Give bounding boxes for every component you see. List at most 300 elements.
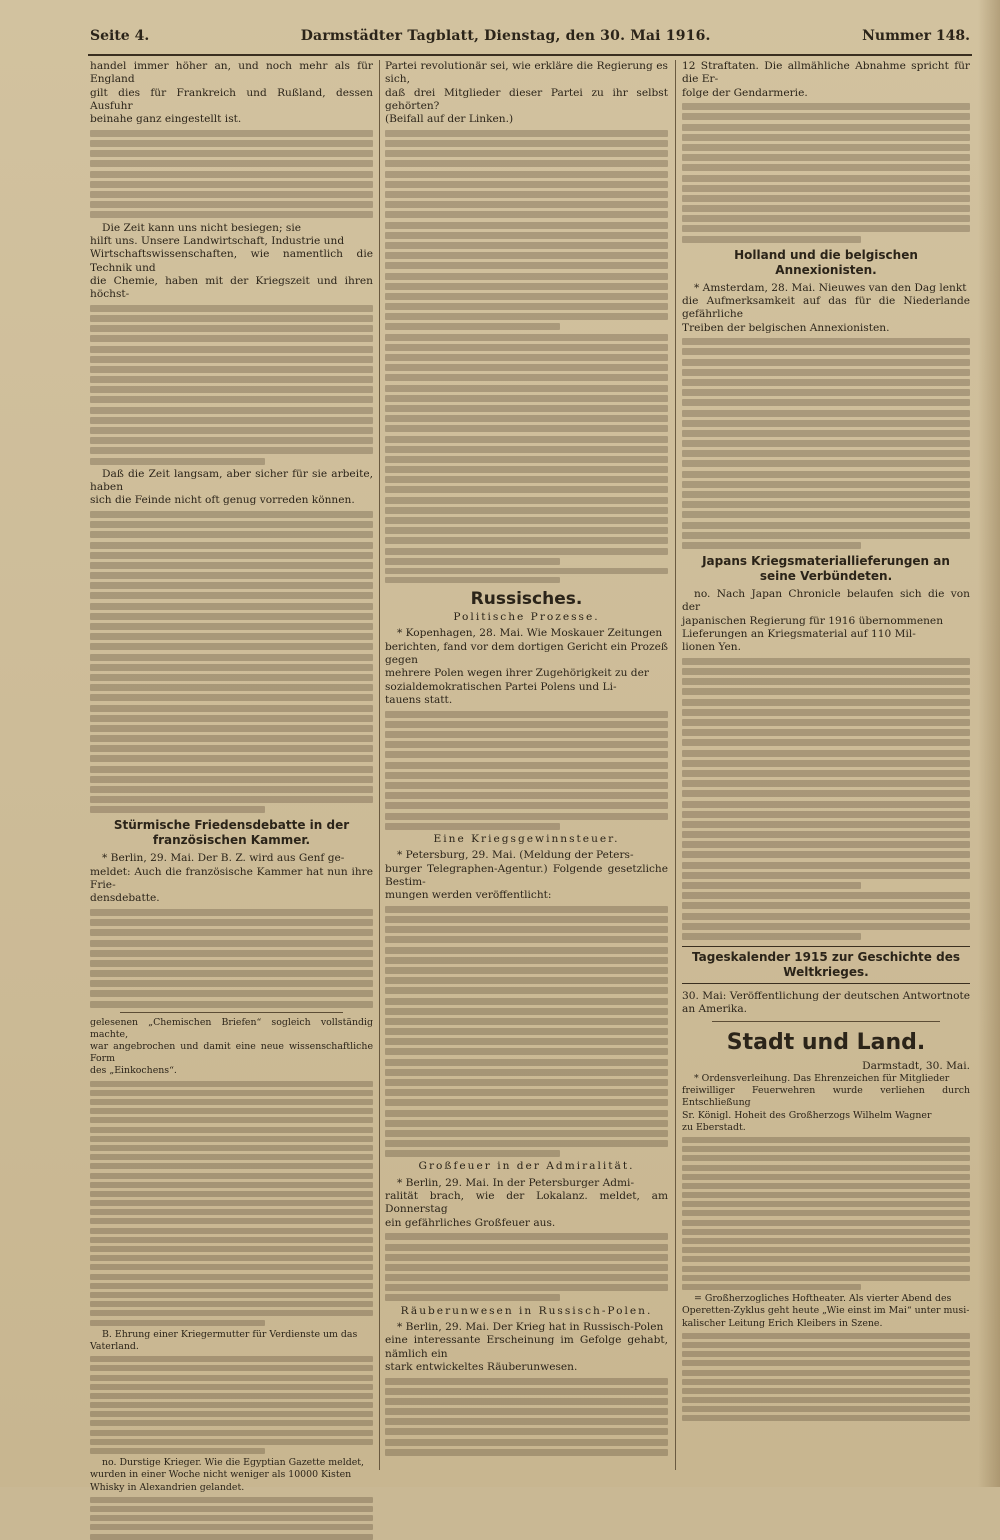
text-line: gelesenen „Chemischen Briefen“ sogleich vollständig machte,: [90, 1016, 373, 1040]
text-line: gilt dies für Frankreich und Rußland, dessen Ausfuhr: [90, 86, 373, 113]
text-line-placeholder: [90, 140, 373, 147]
text-line-placeholder: [90, 1320, 265, 1326]
text-line-placeholder: [90, 909, 373, 916]
text-line-placeholder: [90, 366, 373, 373]
text-line-placeholder: [90, 960, 373, 967]
text-line-placeholder: [385, 476, 668, 483]
text-line-placeholder: [385, 1048, 668, 1055]
text-line-placeholder: [90, 160, 373, 167]
text-line: sozialdemokratischen Partei Polens und Li-: [385, 680, 617, 693]
text-line-placeholder: [682, 1415, 970, 1421]
text-line-placeholder: [385, 273, 668, 280]
unreadable-text-block: [90, 909, 373, 1008]
text-line-placeholder: [90, 562, 373, 569]
text-line-placeholder: [90, 1136, 373, 1142]
text-line-placeholder: [90, 1081, 373, 1087]
text-line-placeholder: [90, 1127, 373, 1133]
text-line-placeholder: [90, 990, 373, 997]
text-line-placeholder: [682, 491, 970, 498]
text-line-placeholder: [385, 906, 668, 913]
unreadable-text-block: [90, 1497, 373, 1540]
text-line-placeholder: [385, 436, 668, 443]
text-line-placeholder: [682, 113, 970, 120]
text-line-placeholder: [682, 522, 970, 529]
text-line-placeholder: [90, 417, 373, 424]
text-line-placeholder: [90, 1182, 373, 1188]
text-line-placeholder: [90, 705, 373, 712]
text-line-placeholder: [90, 376, 373, 383]
text-line-placeholder: [682, 124, 970, 131]
text-line-placeholder: [682, 195, 970, 202]
text-line-placeholder: [682, 1183, 970, 1189]
text-line-placeholder: [682, 389, 970, 396]
text-line-placeholder: [385, 1254, 668, 1261]
text-line-placeholder: [682, 1137, 970, 1143]
text-line: des „Einkochens“.: [90, 1065, 177, 1077]
text-line-placeholder: [385, 711, 668, 718]
text-line-placeholder: [90, 929, 373, 936]
text-line-placeholder: [90, 694, 373, 701]
text-line: no. Nach Japan Chronicle belaufen sich die von der: [682, 587, 970, 614]
text-line-placeholder: [90, 1173, 373, 1179]
text-line-placeholder: [682, 770, 970, 777]
page-edge-shadow: [978, 0, 1000, 1487]
column-1: [90, 60, 373, 1493]
text-line-placeholder: [385, 1418, 668, 1425]
text-line: burger Telegraphen-Agentur.) Folgende gesetzliche Bestim-: [385, 862, 668, 888]
text-line: kalischer Leitung Erich Kleibers in Szene.: [682, 1317, 883, 1329]
text-line-placeholder: [682, 1275, 970, 1281]
text-line-placeholder: [90, 980, 373, 987]
text-line-placeholder: [385, 252, 668, 259]
text-line: folge der Gendarmerie.: [682, 86, 808, 99]
text-line-placeholder: [90, 674, 373, 681]
page-header: [90, 28, 970, 54]
text-line-placeholder: [682, 1333, 970, 1339]
text-line-placeholder: [385, 323, 560, 330]
text-line-placeholder: [682, 862, 970, 869]
text-line: stark entwickeltes Räuberunwesen.: [385, 1361, 578, 1373]
text-line-placeholder: [385, 1264, 668, 1271]
text-line: Lieferungen an Kriegsmaterial auf 110 Mil-: [682, 628, 916, 640]
text-line-placeholder: [385, 987, 668, 994]
text-line-placeholder: [385, 1378, 668, 1385]
text-line-placeholder: [90, 623, 373, 630]
text-line-placeholder: [90, 684, 373, 691]
text-line-placeholder: [90, 1099, 373, 1105]
text-line-placeholder: [385, 486, 668, 493]
text-line-placeholder: [682, 420, 970, 427]
text-line: sich die Feinde nicht oft genug vorreden können.: [90, 494, 355, 507]
text-line-placeholder: [90, 1448, 265, 1454]
text-line-placeholder: [682, 729, 970, 736]
text-line-placeholder: [90, 1534, 373, 1540]
text-line-placeholder: [90, 1255, 373, 1261]
text-line-placeholder: [90, 1154, 373, 1160]
text-line-placeholder: [385, 1120, 668, 1127]
text-line: no. Durstige Krieger. Wie die Egyptian Gazette meldet,: [102, 1457, 365, 1469]
text-line-placeholder: [90, 715, 373, 722]
text-line-placeholder: [90, 1117, 373, 1123]
heading-japan: Japans Kriegsmateriallieferungen an seine Verbündeten.: [702, 553, 950, 583]
text-line-placeholder: [385, 731, 668, 738]
unreadable-text-block: [682, 1333, 970, 1422]
text-line-placeholder: [385, 140, 668, 147]
text-line-placeholder: [90, 356, 373, 363]
text-line-placeholder: [385, 1008, 668, 1015]
text-line-placeholder: [385, 425, 668, 432]
text-line-placeholder: [385, 1140, 668, 1147]
text-line-placeholder: [682, 872, 970, 879]
subheading-grossfeuer: Großfeuer in der Admiralität.: [418, 1160, 635, 1173]
text-line: densdebatte.: [90, 892, 160, 905]
text-line-placeholder: [385, 171, 668, 178]
text-line-placeholder: [385, 1028, 668, 1035]
text-line-placeholder: [90, 1237, 373, 1243]
text-line-placeholder: [682, 1284, 861, 1290]
text-line: handel immer höher an, und noch mehr als für England: [90, 60, 373, 86]
text-line-placeholder: [90, 1384, 373, 1390]
text-line-placeholder: [682, 410, 970, 417]
text-line-placeholder: [90, 181, 373, 188]
text-line-placeholder: [90, 1108, 373, 1114]
text-line-placeholder: [90, 407, 373, 414]
text-line-placeholder: [682, 923, 970, 930]
text-line-placeholder: [90, 592, 373, 599]
text-line-placeholder: [682, 164, 970, 171]
text-line-placeholder: [90, 664, 373, 671]
text-line-placeholder: [682, 688, 970, 695]
text-line-placeholder: [682, 892, 970, 899]
text-line-placeholder: [90, 1001, 373, 1008]
text-line-placeholder: [90, 1439, 373, 1445]
text-line-placeholder: [90, 552, 373, 559]
text-line-placeholder: [385, 1428, 668, 1435]
section-rule: [712, 1021, 940, 1022]
text-line-placeholder: [682, 902, 970, 909]
text-line-placeholder: [385, 1274, 668, 1281]
text-line-placeholder: [90, 776, 373, 783]
text-line-placeholder: [385, 751, 668, 758]
text-line: lionen Yen.: [682, 641, 741, 654]
text-line-placeholder: [385, 456, 668, 463]
text-line: die Aufmerksamkeit auf das für die Niederlande gefährliche: [682, 295, 970, 321]
text-line-placeholder: [385, 1059, 668, 1066]
text-line-placeholder: [90, 1310, 373, 1316]
text-line-placeholder: [385, 130, 668, 137]
text-line-placeholder: [90, 1246, 373, 1252]
text-line-placeholder: [682, 532, 970, 539]
unreadable-text-block: [682, 338, 970, 549]
text-line-placeholder: [385, 977, 668, 984]
text-line-placeholder: [682, 821, 970, 828]
text-line-placeholder: [385, 537, 668, 544]
text-line-placeholder: [385, 936, 668, 943]
text-line-placeholder: [385, 1089, 668, 1096]
text-line-placeholder: [385, 334, 668, 341]
text-line-placeholder: [90, 796, 373, 803]
text-line-placeholder: [90, 970, 373, 977]
text-line-placeholder: [682, 1146, 970, 1152]
text-line-placeholder: [90, 542, 373, 549]
text-line-placeholder: [385, 998, 668, 1005]
text-line-placeholder: [385, 568, 668, 574]
unreadable-text-block: [90, 305, 373, 465]
text-line-placeholder: [682, 760, 970, 767]
text-line: wurden in einer Woche nicht weniger als 10000 Kisten: [90, 1469, 352, 1481]
text-line: meldet: Auch die französische Kammer hat nun ihre Frie-: [90, 865, 373, 892]
text-line-placeholder: [90, 1393, 373, 1399]
text-line: beinahe ganz eingestellt ist.: [90, 113, 242, 126]
text-line-placeholder: [385, 1388, 668, 1395]
text-line-placeholder: [385, 577, 560, 583]
text-line-placeholder: [385, 548, 668, 555]
text-line-placeholder: [682, 348, 970, 355]
text-line-placeholder: [385, 1069, 668, 1076]
text-line-placeholder: [90, 603, 373, 610]
subheading-raeuberunwesen: Räuberunwesen in Russisch-Polen.: [400, 1304, 653, 1317]
text-line-placeholder: [385, 558, 560, 565]
text-line-placeholder: [90, 1356, 373, 1362]
text-line-placeholder: [385, 1099, 668, 1106]
text-line-placeholder: [385, 916, 668, 923]
subheading-prozesse: Politische Prozesse.: [453, 611, 600, 624]
text-line: mehrere Polen wegen ihrer Zugehörigkeit zu der: [385, 667, 649, 680]
text-line: eine interessante Erscheinung im Gefolge gehabt, nämlich ein: [385, 1334, 668, 1360]
unreadable-text-block: [90, 130, 373, 219]
text-line-placeholder: [385, 926, 668, 933]
text-line: * Amsterdam, 28. Mai. Nieuwes van den Dag lenkt: [694, 281, 967, 294]
text-line-placeholder: [385, 782, 668, 789]
text-line-placeholder: [90, 211, 373, 218]
text-line-placeholder: [682, 668, 970, 675]
text-line-placeholder: [90, 1283, 373, 1289]
text-line-placeholder: [385, 303, 668, 310]
text-line-placeholder: [385, 741, 668, 748]
text-line-placeholder: [385, 283, 668, 290]
unreadable-text-block: [385, 906, 668, 1158]
text-line-placeholder: [682, 542, 861, 549]
text-line-placeholder: [682, 913, 970, 920]
text-line-placeholder: [682, 225, 970, 232]
dateline: Darmstadt, 30. Mai.: [862, 1059, 970, 1072]
text-line-placeholder: [385, 293, 668, 300]
text-line: mungen werden veröffentlicht:: [385, 889, 552, 902]
text-line-placeholder: [385, 232, 668, 239]
text-line-placeholder: [682, 338, 970, 345]
text-line: * Berlin, 29. Mai. Der Krieg hat in Russisch-Polen: [397, 1320, 664, 1333]
text-line: Whisky in Alexandrien gelandet.: [90, 1481, 245, 1493]
text-line-placeholder: [90, 582, 373, 589]
text-line-placeholder: [682, 1238, 970, 1244]
text-line-placeholder: [90, 654, 373, 661]
text-line-placeholder: [385, 967, 668, 974]
text-line: * Ordensverleihung. Das Ehrenzeichen für Mitglieder: [694, 1072, 950, 1084]
text-line-placeholder: [90, 1209, 373, 1215]
text-line-placeholder: [682, 460, 970, 467]
text-line-placeholder: [682, 399, 970, 406]
text-line-placeholder: [90, 1375, 373, 1381]
text-line-placeholder: [90, 191, 373, 198]
text-line-placeholder: [682, 801, 970, 808]
text-line-placeholder: [90, 346, 373, 353]
text-line-placeholder: [385, 446, 668, 453]
text-line-placeholder: [385, 191, 668, 198]
heading-stadt-und-land: Stadt und Land.: [726, 1029, 926, 1055]
page-number: Seite 4.: [90, 28, 150, 44]
text-line-placeholder: [385, 802, 668, 809]
text-line-placeholder: [682, 359, 970, 366]
text-line-placeholder: [385, 160, 668, 167]
text-line: Wirtschaftswissenschaften, wie namentlich die Technik und: [90, 248, 373, 274]
text-line-placeholder: [385, 527, 668, 534]
text-line-placeholder: [682, 1220, 970, 1226]
text-line-placeholder: [385, 385, 668, 392]
text-line-placeholder: [90, 1365, 373, 1371]
text-line-placeholder: [682, 1229, 970, 1235]
text-line: berichten, fand vor dem dortigen Gericht ein Prozeß gegen: [385, 640, 668, 667]
text-line-placeholder: [385, 762, 668, 769]
text-line: Die Zeit kann uns nicht besiegen; sie: [102, 221, 302, 234]
text-line-placeholder: [385, 344, 668, 351]
text-line-placeholder: [90, 919, 373, 926]
text-line-placeholder: [682, 1360, 970, 1366]
text-line-placeholder: [682, 1201, 970, 1207]
text-line-placeholder: [682, 780, 970, 787]
text-line: daß drei Mitglieder dieser Partei zu ihr selbst gehörten?: [385, 86, 668, 113]
text-line-placeholder: [90, 531, 373, 538]
text-line-placeholder: [385, 150, 668, 157]
text-line: zu Eberstadt.: [682, 1121, 746, 1133]
text-line-placeholder: [682, 1342, 970, 1348]
text-line-placeholder: [90, 150, 373, 157]
text-line-placeholder: [682, 1192, 970, 1198]
text-line-placeholder: [682, 1210, 970, 1216]
text-line-placeholder: [682, 1174, 970, 1180]
text-line-placeholder: [682, 1351, 970, 1357]
text-line-placeholder: [682, 1370, 970, 1376]
text-line: = Großherzogliches Hoftheater. Als vierter Abend des: [694, 1293, 952, 1305]
text-line-placeholder: [90, 940, 373, 947]
text-line-placeholder: [682, 236, 861, 243]
text-line: Treiben der belgischen Annexionisten.: [682, 321, 890, 334]
column-divider: [675, 60, 676, 1470]
section-rule: [120, 1012, 343, 1013]
text-line-placeholder: [682, 1397, 970, 1403]
text-line-placeholder: [682, 1155, 970, 1161]
text-line-placeholder: [385, 1130, 668, 1137]
text-line-placeholder: [90, 786, 373, 793]
text-line-placeholder: [682, 215, 970, 222]
unreadable-text-block: [90, 1356, 373, 1454]
text-line: die Chemie, haben mit der Kriegszeit und ihren höchst-: [90, 274, 373, 301]
text-line-placeholder: [90, 458, 265, 465]
tageskalender-entry: 30. Mai: Veröffentlichung der deutschen Antwortnote an Amerika.: [682, 989, 970, 1016]
text-line-placeholder: [90, 1191, 373, 1197]
text-line: freiwilliger Feuerwehren wurde verliehen durch Entschließung: [682, 1085, 970, 1109]
text-line-placeholder: [90, 1274, 373, 1280]
text-line: hilft uns. Unsere Landwirtschaft, Industrie und: [90, 234, 345, 247]
text-line-placeholder: [682, 511, 970, 518]
text-line-placeholder: [682, 1266, 970, 1272]
text-line-placeholder: [90, 1200, 373, 1206]
text-line-placeholder: [90, 735, 373, 742]
column-divider: [379, 60, 380, 1470]
text-line-placeholder: [385, 813, 668, 820]
text-line: 12 Straftaten. Die allmähliche Abnahme spricht für die Er-: [682, 60, 970, 86]
subheading-kriegsgewinnsteuer: Eine Kriegsgewinnsteuer.: [433, 832, 620, 845]
text-line-placeholder: [90, 766, 373, 773]
text-line-placeholder: [385, 262, 668, 269]
text-line-placeholder: [90, 130, 373, 137]
text-line-placeholder: [385, 497, 668, 504]
text-line-placeholder: [682, 379, 970, 386]
text-line-placeholder: [385, 1439, 668, 1446]
text-line: ralität brach, wie der Lokalanz. meldet, am Donnerstag: [385, 1190, 668, 1216]
heading-holland: Holland und die belgischen Annexionisten.: [734, 247, 918, 277]
text-line-placeholder: [385, 792, 668, 799]
text-line-placeholder: [682, 719, 970, 726]
text-line-placeholder: [385, 242, 668, 249]
text-line-placeholder: [90, 1090, 373, 1096]
unreadable-text-block: [682, 103, 970, 242]
text-line-placeholder: [385, 1079, 668, 1086]
text-line-placeholder: [90, 427, 373, 434]
text-line-placeholder: [385, 1038, 668, 1045]
text-line-placeholder: [90, 447, 373, 454]
tageskalender-box: [682, 946, 970, 984]
text-line-placeholder: [90, 325, 373, 332]
text-line-placeholder: [682, 1247, 970, 1253]
unreadable-text-block: [682, 1137, 970, 1290]
text-line: tauens statt.: [385, 694, 453, 707]
heading-russisches: Russisches.: [470, 589, 583, 610]
text-line-placeholder: [385, 1294, 560, 1301]
tageskalender-title: Tageskalender 1915 zur Geschichte des Weltkrieges.: [692, 949, 960, 979]
text-line: * Berlin, 29. Mai. In der Petersburger Admi-: [397, 1176, 635, 1189]
text-line-placeholder: [90, 755, 373, 762]
text-line-placeholder: [90, 521, 373, 528]
text-line-placeholder: [385, 222, 668, 229]
text-line-placeholder: [90, 386, 373, 393]
text-line-placeholder: [385, 313, 668, 320]
text-line-placeholder: [385, 1284, 668, 1291]
unreadable-text-block: [682, 658, 970, 889]
text-line-placeholder: [682, 430, 970, 437]
text-line-placeholder: [90, 305, 373, 312]
text-line-placeholder: [385, 823, 560, 830]
text-line-placeholder: [682, 1379, 970, 1385]
text-line-placeholder: [385, 1233, 668, 1240]
text-line-placeholder: [90, 437, 373, 444]
unreadable-text-block: [385, 1233, 668, 1301]
text-line: Operetten-Zyklus geht heute „Wie einst im Mai“ unter musi-: [682, 1305, 970, 1317]
unreadable-text-block: [385, 1378, 668, 1456]
text-line-placeholder: [90, 315, 373, 322]
text-line-placeholder: [682, 103, 970, 110]
text-line-placeholder: [385, 364, 668, 371]
text-line-placeholder: [682, 933, 861, 940]
text-line-placeholder: [682, 709, 970, 716]
text-line-placeholder: [90, 511, 373, 518]
text-line-placeholder: [385, 211, 668, 218]
issue-number: Nummer 148.: [862, 28, 970, 44]
text-line-placeholder: [682, 471, 970, 478]
text-line-placeholder: [682, 501, 970, 508]
text-line-placeholder: [682, 841, 970, 848]
masthead: Darmstädter Tagblatt, Dienstag, den 30. Mai 1916.: [300, 28, 711, 44]
text-line-placeholder: [90, 1524, 373, 1530]
